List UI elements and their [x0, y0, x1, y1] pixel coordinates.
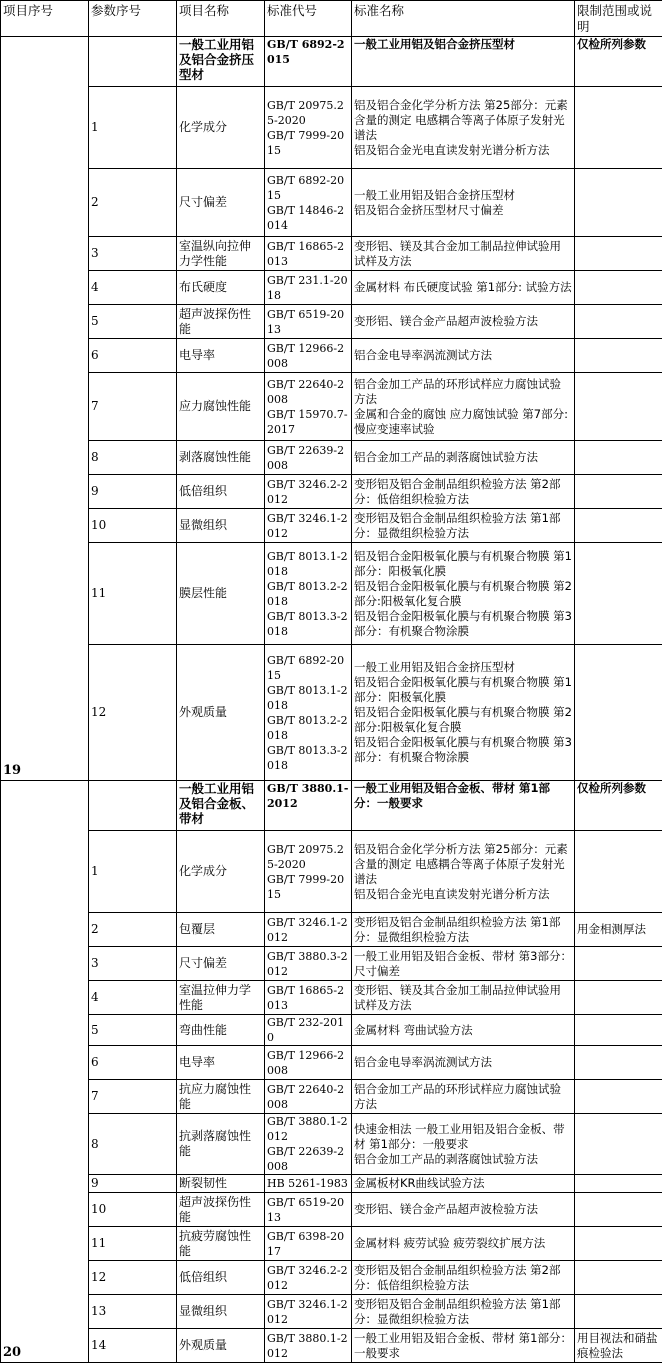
standard-code-line: GB/T 232-2010	[267, 1016, 345, 1044]
table-row	[1, 237, 662, 271]
standard-code-line: GB/T 3246.1-2012	[267, 915, 348, 944]
limit-note	[575, 441, 662, 475]
standard-code-line: GB/T 3880.1-2012	[267, 1115, 348, 1143]
table-row	[1, 645, 662, 781]
param-name: 低倍组织	[177, 1261, 265, 1295]
standard-code-line: GB/T 6398-2017	[267, 1229, 345, 1258]
param-name: 电导率	[177, 1046, 265, 1080]
limit-note	[575, 1295, 662, 1329]
item-number: 19	[1, 37, 89, 781]
param-name: 化学成分	[177, 87, 265, 169]
param-number-empty	[89, 37, 177, 87]
param-name: 超声波探伤性能	[177, 305, 265, 339]
standard-title-line: 铝合金电导率涡流测试方法	[354, 1055, 492, 1069]
standard-code-line: GB/T 22640-2008	[267, 377, 345, 406]
standard-title-line: 变形铝及铝合金制品组织检验方法 第2部分：低倍组织检验方法	[354, 476, 561, 506]
param-name: 剥落腐蚀性能	[177, 441, 265, 475]
param-name: 抗应力腐蚀性能	[177, 1080, 265, 1114]
limit-note	[575, 1227, 662, 1261]
standard-code	[265, 1227, 352, 1261]
standard-title-line: 铝及铝合金光电直读发射光谱分析方法	[354, 886, 550, 901]
limit-note	[575, 339, 662, 373]
limit-note	[575, 87, 662, 169]
standard-title-line: 一般工业用铝及铝合金板、带材 第1部分：一般要求	[354, 1330, 572, 1360]
table-row	[1, 543, 662, 645]
param-name: 应力腐蚀性能	[177, 373, 265, 441]
param-number: 9	[89, 475, 177, 509]
param-number: 8	[89, 1114, 177, 1175]
standard-title	[352, 271, 575, 305]
table-row	[1, 475, 662, 509]
standard-code-line: GB/T 8013.2-2018	[267, 713, 348, 742]
standard-code-line: GB/T 7999-2015	[267, 872, 345, 901]
standard-title-line: 铝及铝合金阳极氧化膜与有机聚合物膜 第1部分：阳极氧化膜	[354, 675, 572, 704]
limit-note	[575, 509, 662, 543]
standard-code-line: GB/T 3880.1-2012	[267, 1331, 348, 1360]
standard-code	[265, 509, 352, 543]
table-row	[1, 1295, 662, 1329]
standard-code-line: GB/T 3246.2-2012	[267, 477, 348, 506]
standard-code	[265, 1261, 352, 1295]
param-name: 布氏硬度	[177, 271, 265, 305]
standard-title-line: 铝合金加工产品的环形试样应力腐蚀试验方法	[354, 376, 561, 406]
standard-code	[265, 831, 352, 913]
standard-title-line: 金属和合金的腐蚀 应力腐蚀试验 第7部分: 慢应变速率试验	[354, 406, 569, 436]
param-number: 7	[89, 1080, 177, 1114]
standard-title-line: 金属材料 疲劳试验 疲劳裂纹扩展方法	[354, 1236, 546, 1250]
table-row	[1, 831, 662, 913]
product-name: 一般工业用铝及铝合金挤压型材	[177, 37, 265, 87]
param-name: 弯曲性能	[177, 1015, 265, 1046]
limit-note	[575, 475, 662, 509]
standard-title	[352, 1261, 575, 1295]
param-name: 包覆层	[177, 913, 265, 947]
standard-title-line: 变形铝、镁及其合金加工制品拉伸试验用试样及方法	[354, 982, 561, 1012]
standard-title-line: 铝合金电导率涡流测试方法	[354, 348, 492, 362]
standard-title	[352, 1295, 575, 1329]
standard-code	[265, 645, 352, 781]
standard-title-line: 变形铝、镁合金产品超声波检验方法	[354, 314, 538, 328]
param-number: 7	[89, 373, 177, 441]
standard-title	[352, 831, 575, 913]
standard-title-line: 铝合金加工产品的剥落腐蚀试验方法	[354, 450, 538, 464]
param-name: 膜层性能	[177, 543, 265, 645]
table-row	[1, 87, 662, 169]
param-name: 室温纵向拉伸力学性能	[177, 237, 265, 271]
limit-note	[575, 237, 662, 271]
limit-note	[575, 1114, 662, 1175]
limit-note: 用目视法和硝盐痕检验法	[575, 1329, 662, 1363]
param-number: 13	[89, 1295, 177, 1329]
standard-code-line: GB/T 7999-2015	[267, 128, 345, 157]
standard-title-line: 铝及铝合金阳极氧化膜与有机聚合物膜 第1部分：阳极氧化膜	[354, 548, 572, 578]
standard-code	[265, 87, 352, 169]
standard-code	[265, 305, 352, 339]
header-standard-title: 标准名称	[352, 1, 575, 37]
standard-title-line: 铝及铝合金阳极氧化膜与有机聚合物膜 第3部分：有机聚合物涂膜	[354, 735, 572, 764]
standard-title-line: 一般工业用铝及铝合金板、带材 第3部分：尺寸偏差	[354, 948, 572, 978]
standard-title-line: 变形铝、镁合金产品超声波检验方法	[354, 1202, 538, 1216]
table-row	[1, 305, 662, 339]
table-row	[1, 373, 662, 441]
param-name: 室温拉伸力学性能	[177, 981, 265, 1015]
standard-title-line: 金属材料 布氏硬度试验 第1部分: 试验方法	[354, 280, 572, 294]
standard-code-line: GB/T 22639-2008	[267, 1145, 345, 1173]
limit-note	[575, 1261, 662, 1295]
standard-title	[352, 1329, 575, 1363]
table-body	[1, 37, 662, 1363]
group-row	[1, 781, 662, 831]
param-number: 1	[89, 831, 177, 913]
standard-code	[265, 1175, 352, 1193]
standard-code-line: GB/T 3880.3-2012	[267, 949, 348, 978]
limit-note	[575, 543, 662, 645]
standard-title	[352, 1015, 575, 1046]
limit-note	[575, 373, 662, 441]
param-number: 6	[89, 1046, 177, 1080]
table-row	[1, 1175, 662, 1193]
standard-code-line: GB/T 14846-2014	[267, 203, 345, 232]
param-name: 电导率	[177, 339, 265, 373]
param-number: 11	[89, 1227, 177, 1261]
standard-title-line: 铝及铝合金阳极氧化膜与有机聚合物膜 第2部分:阳极氧化复合膜	[354, 705, 572, 734]
standard-code-line: GB/T 22639-2008	[267, 443, 345, 472]
standard-code-line: GB/T 12966-2008	[267, 341, 345, 370]
param-name: 抗剥落腐蚀性能	[177, 1114, 265, 1175]
standard-title	[352, 509, 575, 543]
standard-code	[265, 1046, 352, 1080]
standard-code	[265, 441, 352, 475]
param-number: 9	[89, 1175, 177, 1193]
standard-title-line: 金属板材KR曲线试验方法	[354, 1176, 485, 1190]
table-row	[1, 271, 662, 305]
param-number: 4	[89, 981, 177, 1015]
limit-note	[575, 1080, 662, 1114]
header-standard-code: 标准代号	[265, 1, 352, 37]
header-item-no: 项目序号	[1, 1, 89, 37]
param-number: 8	[89, 441, 177, 475]
standard-title	[352, 475, 575, 509]
param-number: 3	[89, 947, 177, 981]
param-number: 2	[89, 169, 177, 237]
standard-title	[352, 543, 575, 645]
table-row	[1, 441, 662, 475]
table-row	[1, 1114, 662, 1175]
table-row	[1, 1015, 662, 1046]
param-number: 14	[89, 1329, 177, 1363]
param-number: 12	[89, 645, 177, 781]
product-standard-code: GB/T 3880.1-2012	[265, 781, 352, 831]
limit-note	[575, 271, 662, 305]
table-row	[1, 1046, 662, 1080]
param-name: 外观质量	[177, 645, 265, 781]
param-number: 10	[89, 1193, 177, 1227]
standard-title	[352, 373, 575, 441]
standard-title-line: 铝及铝合金光电直读发射光谱分析方法	[354, 142, 550, 157]
standard-title	[352, 645, 575, 781]
standard-code	[265, 271, 352, 305]
standard-code	[265, 1114, 352, 1175]
standard-title	[352, 339, 575, 373]
param-name: 尺寸偏差	[177, 947, 265, 981]
param-number: 5	[89, 305, 177, 339]
standard-code-line: GB/T 8013.1-2018	[267, 683, 348, 712]
standard-code-line: GB/T 20975.25-2020	[267, 842, 344, 871]
standard-title-line: 快速金相法 一般工业用铝及铝合金板、带材 第1部分：一般要求	[354, 1121, 565, 1151]
param-name: 低倍组织	[177, 475, 265, 509]
param-number: 12	[89, 1261, 177, 1295]
header-limit: 限制范围或说明	[575, 1, 662, 37]
limit-note	[575, 169, 662, 237]
standard-code-line: GB/T 20975.25-2020	[267, 98, 344, 127]
param-number: 5	[89, 1015, 177, 1046]
param-name: 化学成分	[177, 831, 265, 913]
table-row	[1, 339, 662, 373]
limit-note	[575, 1015, 662, 1046]
standard-title-line: 铝及铝合金化学分析方法 第25部分：元素含量的测定 电感耦合等离子体原子发射光谱法	[354, 97, 568, 142]
product-limit: 仅检所列参数	[575, 781, 662, 831]
param-name: 外观质量	[177, 1329, 265, 1363]
standard-title-line: 变形铝及铝合金制品组织检验方法 第2部分：低倍组织检验方法	[354, 1262, 561, 1292]
param-name: 超声波探伤性能	[177, 1193, 265, 1227]
product-standard-title: 一般工业用铝及铝合金挤压型材	[352, 37, 575, 87]
table-row	[1, 1261, 662, 1295]
standard-code-line: GB/T 16865-2013	[267, 239, 345, 268]
table-row	[1, 1193, 662, 1227]
standard-code-line: GB/T 3246.1-2012	[267, 1297, 348, 1326]
standard-code	[265, 1015, 352, 1046]
param-number: 11	[89, 543, 177, 645]
standard-title	[352, 1114, 575, 1175]
limit-note	[575, 981, 662, 1015]
param-name: 尺寸偏差	[177, 169, 265, 237]
standard-code-line: GB/T 231.1-2018	[267, 273, 348, 302]
standard-title	[352, 913, 575, 947]
standard-title-line: 铝合金加工产品的环形试样应力腐蚀试验方法	[354, 1081, 561, 1111]
standard-title	[352, 237, 575, 271]
standard-title-line: 变形铝及铝合金制品组织检验方法 第1部分：显微组织检验方法	[354, 1296, 561, 1326]
standard-code-line: GB/T 8013.3-2018	[267, 609, 348, 638]
table-row	[1, 913, 662, 947]
product-limit: 仅检所列参数	[575, 37, 662, 87]
limit-note	[575, 645, 662, 781]
standard-title-line: 变形铝、镁及其合金加工制品拉伸试验用试样及方法	[354, 238, 561, 268]
standard-code	[265, 543, 352, 645]
standard-title	[352, 441, 575, 475]
header-param-no: 参数序号	[89, 1, 177, 37]
table-row	[1, 509, 662, 543]
standard-code-line: GB/T 8013.2-2018	[267, 579, 348, 608]
limit-note	[575, 947, 662, 981]
limit-note	[575, 305, 662, 339]
standard-code	[265, 237, 352, 271]
standard-code-line: GB/T 6519-2013	[267, 1195, 345, 1224]
table-row	[1, 1329, 662, 1363]
standard-title-line: 铝及铝合金阳极氧化膜与有机聚合物膜 第2部分:阳极氧化复合膜	[354, 578, 572, 608]
standard-code	[265, 913, 352, 947]
standard-title-line: 变形铝及铝合金制品组织检验方法 第1部分：显微组织检验方法	[354, 914, 561, 944]
standard-code	[265, 1295, 352, 1329]
standard-title	[352, 1046, 575, 1080]
standard-title	[352, 1193, 575, 1227]
param-number: 3	[89, 237, 177, 271]
group-row	[1, 37, 662, 87]
standard-code-line: HB 5261-1983	[267, 1177, 348, 1190]
standard-title-line: 一般工业用铝及铝合金挤压型材	[354, 187, 515, 202]
standard-code-line: GB/T 15970.7-2017	[267, 407, 348, 436]
limit-note	[575, 1193, 662, 1227]
product-name: 一般工业用铝及铝合金板、带材	[177, 781, 265, 831]
standard-title	[352, 947, 575, 981]
standard-code-line: GB/T 22640-2008	[267, 1082, 345, 1111]
limit-note: 用金相测厚法	[575, 913, 662, 947]
standard-title-line: 铝及铝合金阳极氧化膜与有机聚合物膜 第3部分：有机聚合物涂膜	[354, 608, 572, 638]
standard-code-line: GB/T 6892-2015	[267, 653, 345, 682]
param-name: 显微组织	[177, 509, 265, 543]
standard-code-line: GB/T 16865-2013	[267, 983, 345, 1012]
standard-code-line: GB/T 12966-2008	[267, 1048, 345, 1077]
standard-code-line: GB/T 6519-2013	[267, 307, 345, 336]
standard-code-line: GB/T 3246.1-2012	[267, 511, 348, 540]
standard-title	[352, 1080, 575, 1114]
standard-code-line: GB/T 8013.3-2018	[267, 743, 348, 772]
param-name: 断裂韧性	[177, 1175, 265, 1193]
standard-code	[265, 1329, 352, 1363]
param-name: 抗疲劳腐蚀性能	[177, 1227, 265, 1261]
header-item-name: 项目名称	[177, 1, 265, 37]
standard-code-line: GB/T 3246.2-2012	[267, 1263, 348, 1292]
standard-code-line: GB/T 6892-2015	[267, 173, 345, 202]
standard-title	[352, 1227, 575, 1261]
limit-note	[575, 1175, 662, 1193]
standard-code	[265, 947, 352, 981]
param-number: 2	[89, 913, 177, 947]
standard-title-line: 变形铝及铝合金制品组织检验方法 第1部分：显微组织检验方法	[354, 510, 561, 540]
param-name: 显微组织	[177, 1295, 265, 1329]
standard-title	[352, 1175, 575, 1193]
param-number: 1	[89, 87, 177, 169]
product-standard-code: GB/T 6892-2015	[265, 37, 352, 87]
param-number: 4	[89, 271, 177, 305]
limit-note	[575, 1046, 662, 1080]
standard-code	[265, 169, 352, 237]
table-row	[1, 1227, 662, 1261]
standard-code	[265, 475, 352, 509]
standard-title	[352, 169, 575, 237]
limit-note	[575, 831, 662, 913]
table-row	[1, 1080, 662, 1114]
table-row	[1, 169, 662, 237]
param-number-empty	[89, 781, 177, 831]
standard-title-line: 铝及铝合金化学分析方法 第25部分：元素含量的测定 电感耦合等离子体原子发射光谱法	[354, 841, 568, 886]
standard-title	[352, 305, 575, 339]
standard-code	[265, 981, 352, 1015]
standard-code-line: GB/T 8013.1-2018	[267, 549, 348, 578]
standard-code	[265, 1080, 352, 1114]
table-row	[1, 981, 662, 1015]
header-row	[1, 1, 662, 37]
standard-code	[265, 1193, 352, 1227]
standard-title-line: 铝及铝合金挤压型材尺寸偏差	[354, 202, 504, 217]
product-standard-title: 一般工业用铝及铝合金板、带材 第1部分：一般要求	[352, 781, 575, 831]
standard-title-line: 铝合金加工产品的剥落腐蚀试验方法	[354, 1151, 538, 1166]
standard-title	[352, 981, 575, 1015]
param-number: 6	[89, 339, 177, 373]
standard-title-line: 一般工业用铝及铝合金挤压型材	[354, 660, 515, 674]
standard-code	[265, 339, 352, 373]
item-number: 20	[1, 781, 89, 1363]
standard-title-line: 金属材料 弯曲试验方法	[354, 1022, 473, 1037]
param-number: 10	[89, 509, 177, 543]
table-row	[1, 947, 662, 981]
standard-code	[265, 373, 352, 441]
standard-title	[352, 87, 575, 169]
